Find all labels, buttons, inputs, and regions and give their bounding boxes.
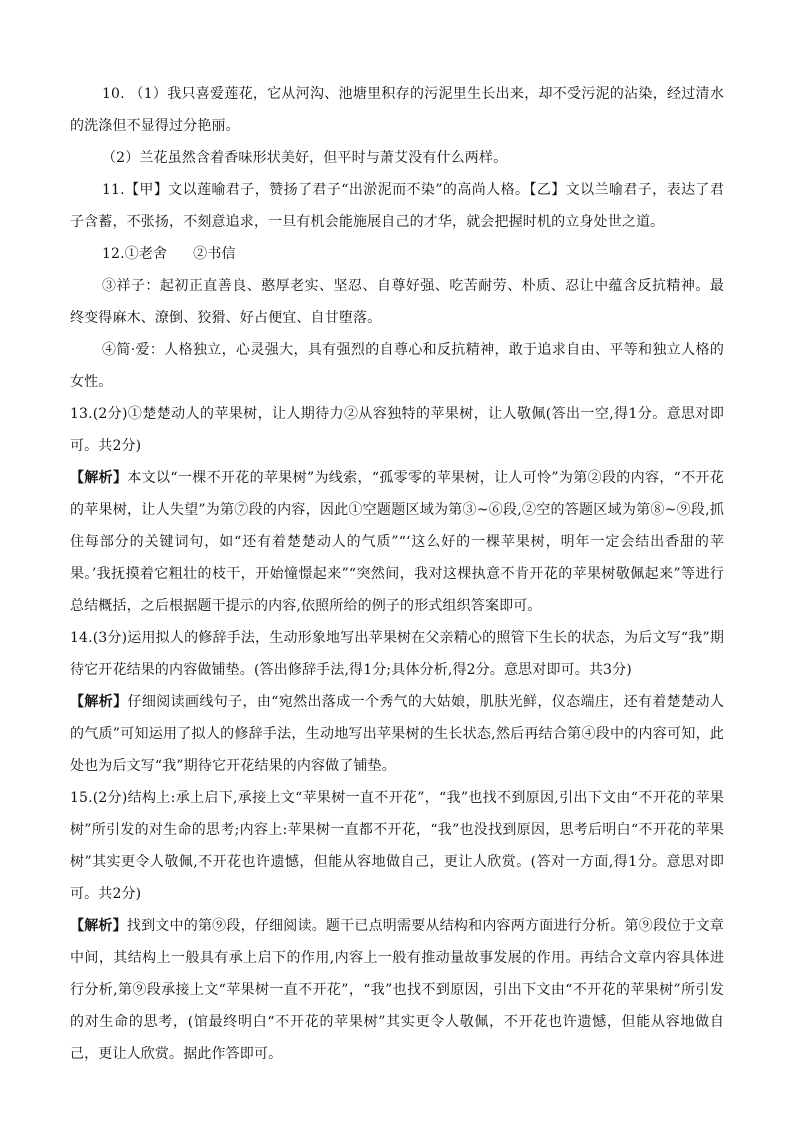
answer-14: 14.(3分)运用拟人的修辞手法，生动形象地写出苹果树在父亲精心的照管下生长的状态，为后文写“我”期待它开花结果的内容做铺垫。(答出修辞手法,得1分;具体分析,得2分。意思对即可。共3分) (70, 630, 724, 678)
analysis-tag: 【解析】 (70, 470, 128, 486)
analysis-15-text: 找到文中的第⑨段，仔细阅读。题干已点明需要从结构和内容两方面进行分析。第⑨段位于文章中间，其结构上一般具有承上启下的作用,内容上一般有推动量故事发展的作用。再结合文章内容具体进行分析,第⑨段承接上文“苹果树一直不开花”，“我”也找不到原因，引出下文由“不开花的苹果树”所引发的对生命的思考，(馆最终明白“不开花的苹果树”其实更令人敬佩，不开花也许遗憾，但能从容地做自己，更让人欣赏。据此作答即可。 (70, 918, 724, 1062)
answer-13: 13.(2分)①楚楚动人的苹果树，让人期待力②从容独特的苹果树，让人敬佩(答出一空,得1分。意思对即可。共2分) (70, 406, 724, 454)
analysis-tag: 【解析】 (70, 694, 128, 710)
answer-12-xiangzi: ③祥子：起初正直善良、憨厚老实、坚忍、自尊好强、吃苦耐劳、朴质、忍让中蕴含反抗精神。最终变得麻木、潦倒、狡猾、好占便宜、自甘堕落。 (70, 278, 724, 326)
answer-10-part-1: 10. （1）我只喜爱莲花，它从河沟、池塘里积存的污泥里生长出来，却不受污泥的沾染，经过清水的洗涤但不显得过分艳丽。 (70, 86, 724, 134)
answer-12-header (70, 238, 724, 270)
answer-10-part-2: （2）兰花虽然含着香味形状美好，但平时与萧艾没有什么两样。 (102, 150, 508, 166)
analysis-13 (70, 462, 724, 622)
analysis-14 (70, 686, 724, 782)
answer-12-jane-eyre: ④简·爱：人格独立，心灵强大，具有强烈的自尊心和反抗精神，敢于追求自由、平等和独立人格的女性。 (70, 342, 724, 390)
analysis-14-text: 仔细阅读画线句子，由“宛然出落成一个秀气的大姑娘，肌肤光鲜，仪态端庄，还有着楚楚动人的气质”可知运用了拟人的修辞手法，生动地写出苹果树的生长状态,然后再结合第④段中的内容可知，此处也为后文写“我”期待它开花结果的内容做了铺垫。 (70, 694, 724, 774)
analysis-13-text: 本文以“一棵不开花的苹果树”为线索，“孤零零的苹果树，让人可怜”为第②段的内容，“不开花的苹果树，让人失望”为第⑦段的内容，因此①空题题区域为第③~⑥段,②空的答题区域为第⑧~⑨段,抓住每部分的关键词句，如“还有着楚楚动人的气质”“‘这么好的一棵苹果树，明年一定会结出香甜的苹果。’我抚摸着它粗壮的枝干，开始憧憬起来”“突然间，我对这棵执意不肯开花的苹果树敬佩起来”等进行总结概括，之后根据题干提示的内容,依照所给的例子的形式组织答案即可。 (70, 470, 724, 614)
answer-11: 11.【甲】文以莲喻君子，赞扬了君子“出淤泥而不染”的高尚人格。【乙】文以兰喻君子，表达了君子含蓄，不张扬，不刻意追求，一旦有机会能施展自己的才华，就会把握时机的立身处世之道。 (70, 182, 724, 230)
answer-15: 15.(2分)结构上:承上启下,承接上文“苹果树一直不开花”，“我”也找不到原因,引出下文由“不开花的苹果树”所引发的对生命的思考;内容上:苹果树一直都不开花，“我”也没找到原因，思考后明白“不开花的苹果树”其实更令人敬佩,不开花也许遗憾，但能从容地做自己，更让人欣赏。(答对一方面,得1分。意思对即可。共2分) (70, 790, 724, 902)
analysis-15 (70, 910, 724, 1070)
analysis-tag: 【解析】 (70, 918, 127, 934)
answer-12-form: ②书信 (193, 246, 236, 262)
answer-12-author: 12.①老舍 (102, 246, 168, 262)
